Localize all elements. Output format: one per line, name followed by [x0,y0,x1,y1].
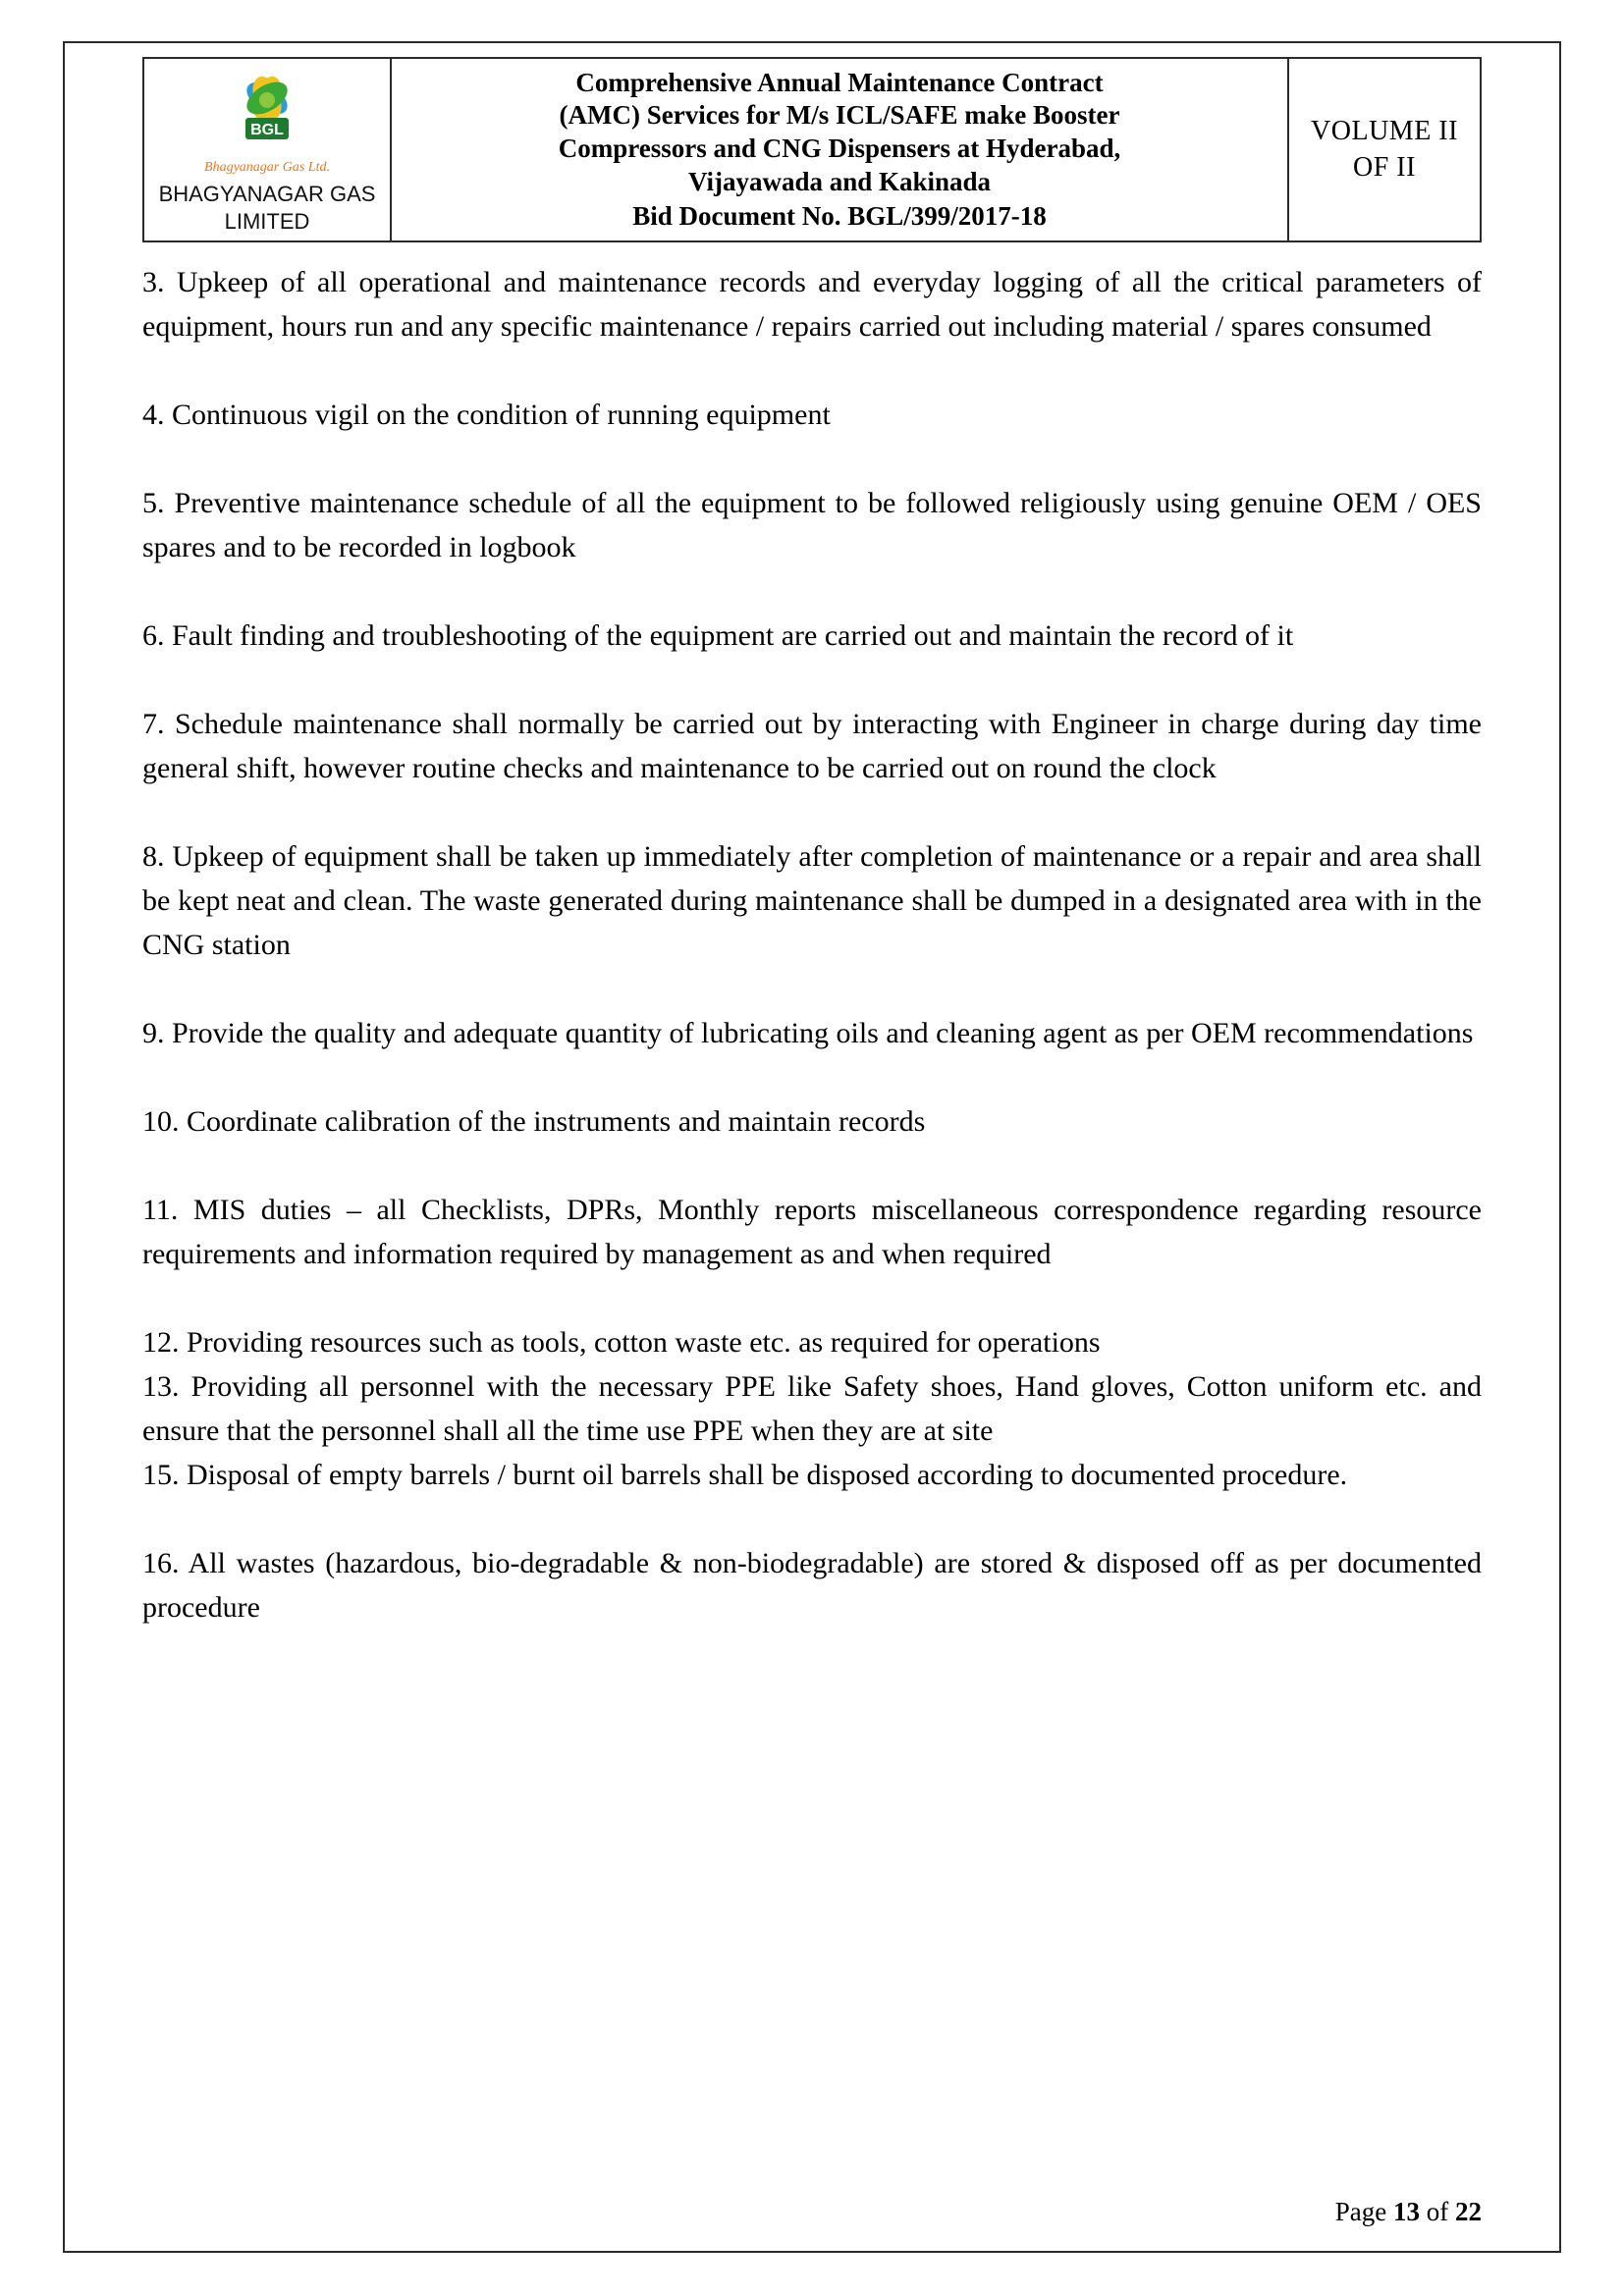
footer-current-page: 13 [1393,2197,1420,2226]
header-table [142,57,1482,242]
para-item-7: 7. Schedule maintenance shall normally be carried out by interacting with Engineer in charge during day time general shift, however routine checks and maintenance to be carried out on round the clock [142,708,1482,785]
document-title-cell [391,58,1288,241]
para-item-12: 12. Providing resources such as tools, cotton waste etc. as required for operations [142,1326,1101,1360]
title-line-1: Comprehensive Annual Maintenance Contract [575,67,1104,97]
title-line-4: Vijayawada and Kakinada [687,166,992,196]
para-item-8: 8. Upkeep of equipment shall be taken up immediately after completion of maintenance or a repair and area shall be kept neat and clean. The waste generated during maintenance shall be dumped in a designated area with in the CNG station [142,840,1482,962]
page-footer [142,2197,1482,2227]
company-name-line1: BHAGYANAGAR GAS [158,182,376,207]
company-name [152,181,382,235]
bid-document-number: Bid Document No. BGL/399/2017-18 [632,200,1047,231]
logo-acronym: BGL [250,122,284,138]
para-item-16: 16. All wastes (hazardous, bio-degradable & non-biodegradable) are stored & disposed off as per documented procedure [142,1547,1482,1625]
para-item-10: 10. Coordinate calibration of the instruments and maintain records [142,1105,926,1139]
footer-of-label: of [1426,2197,1449,2226]
company-logo-icon [193,65,341,159]
para-item-6: 6. Fault finding and troubleshooting of the equipment are carried out and maintain the record of it [142,619,1294,653]
company-name-line2: LIMITED [224,208,310,234]
logo-tagline: Bhagyanagar Gas Ltd. [204,160,330,175]
footer-total-pages: 22 [1455,2197,1482,2226]
title-line-3: Compressors and CNG Dispensers at Hyderabad, [558,133,1121,164]
para-item-13: 13. Providing all personnel with the necessary PPE like Safety shoes, Hand gloves, Cotton uniform etc. and ensure that the personnel shall all the time use PPE when they are at site [142,1370,1482,1448]
page-content [142,57,1482,1674]
title-line-2: (AMC) Services for M/s ICL/SAFE make Booster [559,100,1120,131]
footer-page-label: Page [1334,2197,1387,2226]
para-item-5: 5. Preventive maintenance schedule of all the equipment to be followed religiously using genuine OEM / OES spares and to be recorded in logbook [142,487,1482,564]
document-body [142,260,1482,1629]
volume-line-2: OF II [1353,151,1416,183]
para-item-15: 15. Disposal of empty barrels / burnt oil barrels shall be disposed according to documented procedure. [142,1459,1348,1492]
para-item-9: 9. Provide the quality and adequate quantity of lubricating oils and cleaning agent as per OEM recommendations [142,1017,1474,1050]
para-item-4: 4. Continuous vigil on the condition of running equipment [142,399,831,432]
volume-cell [1288,58,1481,241]
para-item-3: 3. Upkeep of all operational and maintenance records and everyday logging of all the critical parameters of equipment, hours run and any specific maintenance / repairs carried out including material / spares consumed [142,266,1482,344]
para-item-11: 11. MIS duties – all Checklists, DPRs, Monthly reports miscellaneous correspondence regarding resource requirements and information required by management as and when required [142,1194,1482,1271]
logo-cell [143,58,391,241]
volume-line-1: VOLUME II [1311,116,1458,147]
